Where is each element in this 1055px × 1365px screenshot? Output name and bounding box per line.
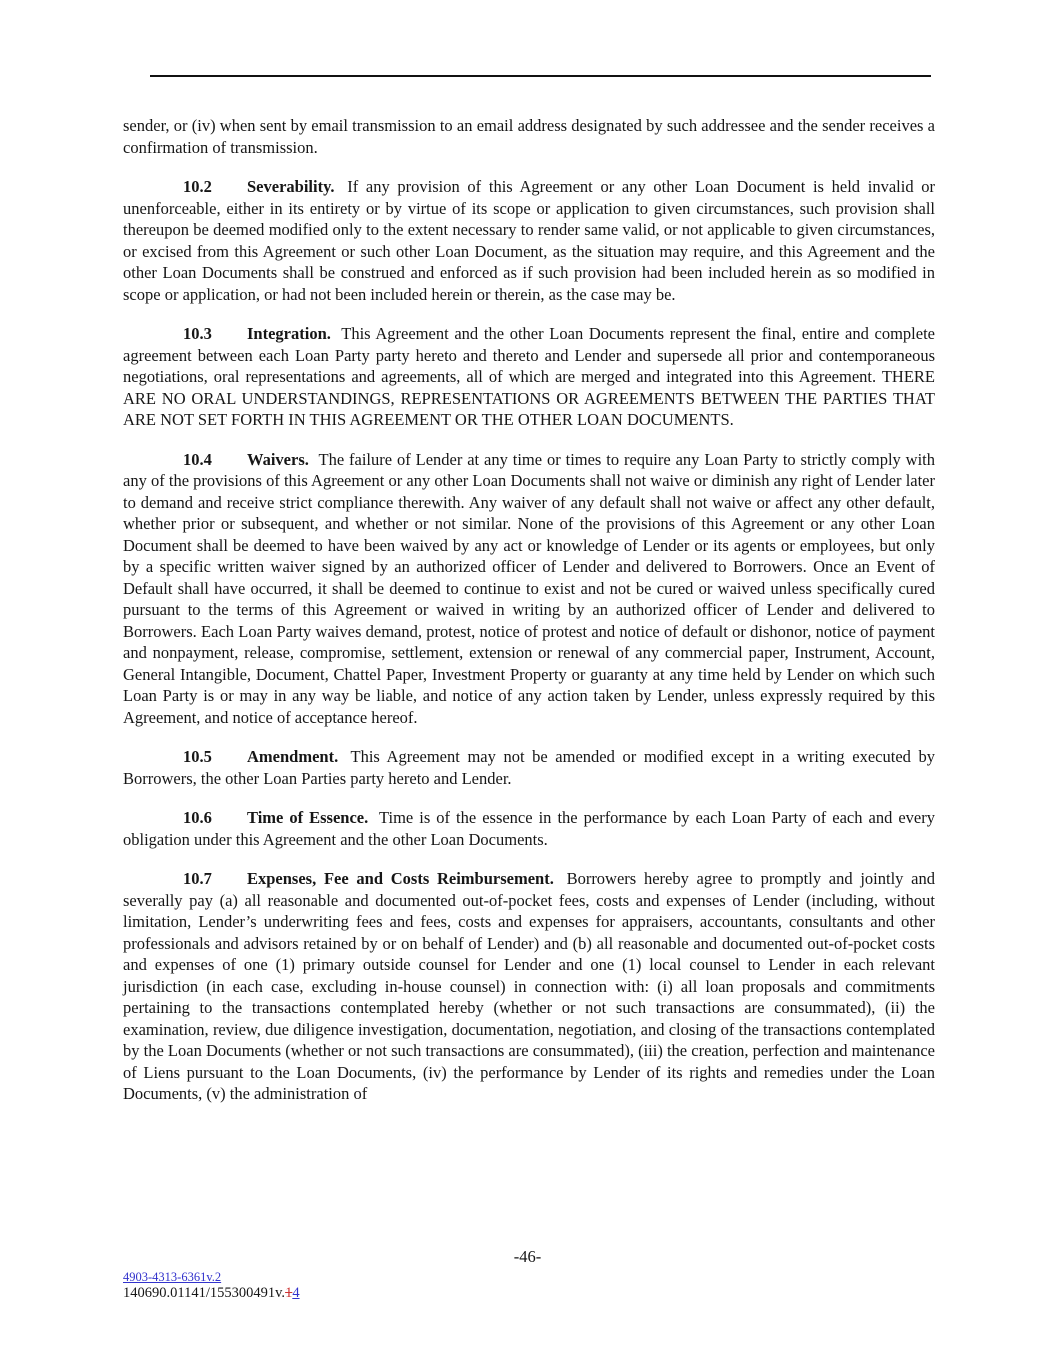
section-10-6 (123, 807, 935, 850)
section-heading: Amendment. (247, 747, 339, 766)
inserted-version-number: 4 (292, 1285, 300, 1301)
section-number: 10.6 (183, 808, 212, 827)
paragraph-continuation (123, 115, 935, 158)
section-number: 10.7 (183, 869, 212, 888)
section-body: This Agreement may not be amended or modified except in a writing executed by Borrowers, the other Loan Parties party hereto and Lender. (123, 747, 935, 788)
section-heading: Time of Essence. (247, 808, 369, 827)
section-heading: Expenses, Fee and Costs Reimbursement. (247, 869, 554, 888)
section-10-3 (123, 323, 935, 431)
document-body (123, 115, 935, 1105)
section-number: 10.3 (183, 324, 212, 343)
section-10-5 (123, 746, 935, 789)
section-heading: Integration. (247, 324, 331, 343)
deleted-version-number: 1 (285, 1285, 293, 1301)
section-body: This Agreement and the other Loan Documents represent the final, entire and complete agreement between each Loan Party party hereto and thereto and Lender and supersede all prior and contemporaneous negotiations, oral representations and agreements, all of which are merged and integrated into this Agreement. THERE ARE NO ORAL UNDERSTANDINGS, REPRESENTATIONS OR AGREEMENTS BETWEEN THE PARTIES THAT ARE NOT SET FORTH IN THIS AGREEMENT OR THE OTHER LOAN DOCUMENTS. (123, 324, 935, 429)
section-heading: Waivers. (247, 449, 309, 469)
section-10-4 (123, 449, 935, 729)
page-number: -46- (513, 1247, 542, 1266)
section-heading: Severability. (247, 177, 335, 196)
section-body: If any provision of this Agreement or any other Loan Document is held invalid or unenforceable, either in its entirety or by virtue of its scope or application to given circumstances, such provision shall thereupon be deemed modified only to the extent necessary to render same valid, or not applicable to given circumstances, or excised from this Agreement or such other Loan Document, as the situation may require, and this Agreement and the other Loan Documents shall be construed and enforced as if such provision had been included herein as so modified in scope or application, or had not been included herein or therein, as the case may be. (123, 177, 935, 304)
matter-number-prefix: 140690.01141/155300491v. (123, 1285, 286, 1301)
section-number: 10.5 (183, 747, 212, 766)
paragraph-text: sender, or (iv) when sent by email transmission to an email address designated by such addressee and the sender receives a confirmation of transmission. (123, 116, 935, 157)
header-rule-divider (150, 75, 931, 77)
section-number: 10.2 (183, 177, 212, 196)
section-body: Time is of the essence in the performance by each Loan Party of each and every obligation under this Agreement and the other Loan Documents. (123, 808, 935, 849)
section-number: 10.4 (183, 449, 212, 469)
section-body: The failure of Lender at any time or times to require any Loan Party to strictly comply with any of the provisions of this Agreement or any other Loan Documents shall not waive or diminish any right of Lender later to demand and receive strict compliance therewith. Any waiver of any default shall not waive or affect any other default, whether prior or subsequent, and whether or not similar. None of the provisions of this Agreement or any other Loan Document shall be deemed to have been waived by any act or knowledge of Lender or its agents or employees, but only by a specific written waiver signed by an authorized officer of Lender and delivered to Borrowers. Once an Event of Default shall have occurred, it shall be deemed to continue to exist and not be cured or waived unless specifically cured pursuant to the terms of this Agreement or waived in writing by an authorized officer of Lender and delivered to Borrowers. Each Loan Party waives demand, protest, notice of protest and notice of default or dishonor, notice of payment and nonpayment, release, compromise, settlement, extension or renewal of any commercial paper, Instrument, Account, General Intangible, Document, Chattel Paper, Investment Property or guaranty at any time held by Lender on which such Loan Party is or may in any way be liable, and notice of any action taken by Lender, unless expressly required by this Agreement, and notice of acceptance hereof. (123, 449, 936, 727)
footer (123, 1269, 300, 1302)
document-id-stamp: 4903-4313-6361v.2 (123, 1270, 222, 1284)
section-body: Borrowers hereby agree to promptly and jointly and severally pay (a) all reasonable and documented out-of-pocket fees, costs and expenses of Lender (including, without limitation, Lender’s underwriting fees and fees, costs and expenses for appraisers, accountants, consultants and other professionals and advisors retained by or on behalf of Lender) and (b) all reasonable and documented out-of-pocket costs and expenses of one (1) primary outside counsel for Lender and one (1) local counsel to Lender in each relevant jurisdiction (in each case, excluding in-house counsel) in connection with: (i) all loan proposals and commitments pertaining to the transactions contemplated hereby (whether or not such transactions are consummated), (ii) the examination, review, due diligence investigation, documentation, negotiation, and closing of the transactions contemplated by the Loan Documents (whether or not such transactions are consummated), (iii) the creation, perfection and maintenance of Liens pursuant to the Loan Documents, (iv) the performance by Lender of its rights and remedies under the Loan Documents, (v) the administration of (123, 869, 935, 1103)
section-10-7 (123, 868, 935, 1105)
matter-number-stamp (123, 1285, 300, 1302)
section-10-2 (123, 176, 935, 305)
